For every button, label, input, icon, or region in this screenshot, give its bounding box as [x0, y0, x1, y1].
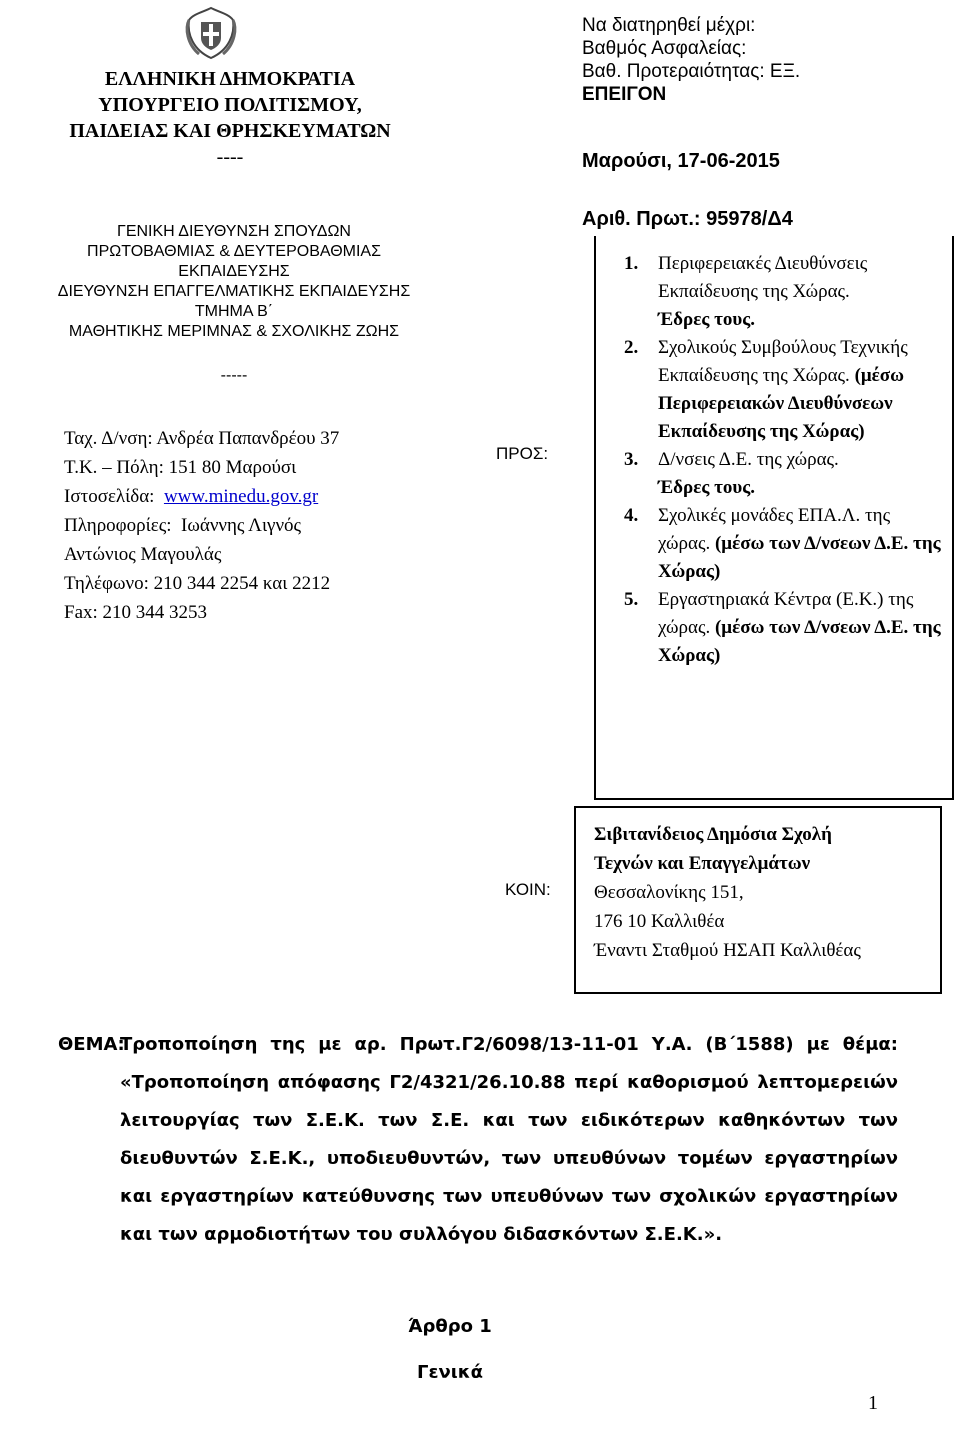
recipient-text: Σχολικούς Συμβούλους Τεχνικής Εκπαίδευσης της Χώρας.: [658, 337, 908, 386]
recipient-item: [596, 446, 952, 502]
recipient-number: 3.: [624, 449, 639, 470]
recipient-note: Έδρες τους.: [658, 309, 755, 330]
cc-box: [574, 806, 942, 994]
recipient-number: 4.: [624, 505, 639, 526]
cc-address: Θεσσαλονίκης 151,: [594, 882, 744, 903]
postal-line: Τ.Κ. – Πόλη: 151 80 Μαρούσι: [64, 457, 297, 478]
cc-label: ΚΟΙΝ:: [505, 880, 551, 899]
address-line: Ταχ. Δ/νση: Ανδρέα Παπανδρέου 37: [64, 428, 340, 449]
recipient-text: Περιφερειακές Διευθύνσεις Εκπαίδευσης της Χώρας.: [658, 253, 868, 302]
protocol-number: Αριθ. Πρωτ.: 95978/Δ4: [582, 208, 793, 230]
recipient-item: [596, 250, 952, 334]
document-date: Μαρούσι, 17-06-2015: [582, 150, 780, 172]
contact-block: [64, 424, 444, 627]
subject-text: Τροποποίηση της με αρ. Πρωτ.Γ2/6098/13-11-01 Υ.Α. (Β΄1588) με θέμα: «Τροποποίηση απόφασης Γ2/4321/26.10.88 περί καθορισμού λεπτομερειών λειτουργίας των Σ.Ε.Κ. των Σ.Ε. και των ειδικότερων καθηκόντων των διευθυντών Σ.Ε.Κ., υποδιευθυντών, των υπευθύνων τομέων εργαστηρίων και εργαστηρίων κατεύθυνσης των υπευθύνων των σχολικών εργαστηρίων και των αρμοδιοτήτων του συλλόγου διδασκόντων Σ.Ε.Κ.».: [120, 1034, 898, 1245]
recipient-item: [596, 502, 952, 586]
division-line: ΤΜΗΜΑ Β΄: [194, 303, 274, 320]
info-person-line: Αντώνιος Μαγουλάς: [64, 544, 222, 565]
info-person: Ιωάννης Λιγνός: [181, 515, 302, 536]
recipient-item: [596, 334, 952, 446]
division-line: ΓΕΝΙΚΗ ΔΙΕΥΘΥΝΣΗ ΣΠΟΥΔΩΝ: [117, 223, 351, 240]
cc-name: Σιβιτανίδειος Δημόσια Σχολή: [594, 824, 832, 845]
info-line: [64, 511, 444, 540]
website-line: [64, 482, 444, 511]
info-label: Πληροφορίες:: [64, 515, 172, 536]
priority-urgent: ΕΠΕΙΓΟΝ: [582, 84, 667, 105]
ministry-separator: ----: [216, 146, 244, 168]
greek-coat-of-arms-icon: [183, 4, 239, 62]
recipient-number: 2.: [624, 337, 639, 358]
recipients-label: ΠΡΟΣ:: [496, 444, 549, 463]
website-link[interactable]: www.minedu.gov.gr: [163, 486, 319, 507]
article-subtitle: Γενικά: [417, 1362, 483, 1383]
recipients-list: [596, 236, 952, 670]
article-title: Άρθρο 1: [408, 1316, 492, 1337]
cc-address: 176 10 Καλλιθέα: [594, 911, 725, 932]
subject-label: ΘΕΜΑ:: [58, 1034, 125, 1055]
document-meta: [582, 14, 952, 106]
recipient-text: Σχολικές μονάδες ΕΠΑ.Λ. της χώρας.: [658, 505, 891, 554]
security-level: Βαθμός Ασφαλείας:: [582, 38, 747, 59]
ministry-line: ΥΠΟΥΡΓΕΙΟ ΠΟΛΙΤΙΣΜΟΥ,: [98, 94, 362, 116]
recipient-note: (μέσω των Δ/νσεων Δ.Ε. της Χώρας): [658, 617, 941, 666]
cc-address: Έναντι Σταθμού ΗΣΑΠ Καλλιθέας: [594, 940, 861, 961]
phone-line: Τηλέφωνο: 210 344 2254 και 2212: [64, 573, 331, 594]
division-separator: -----: [220, 367, 248, 384]
recipient-text: Εργαστηριακά Κέντρα (Ε.Κ.) της χώρας.: [658, 589, 914, 638]
priority-level: Βαθ. Προτεραιότητας: ΕΞ.: [582, 61, 801, 82]
subject-block: [58, 1026, 898, 1254]
recipient-note: Έδρες τους.: [658, 477, 755, 498]
ministry-line: ΕΛΛΗΝΙΚΗ ΔΗΜΟΚΡΑΤΙΑ: [104, 68, 356, 90]
division-line: ΠΡΩΤΟΒΑΘΜΙΑΣ & ΔΕΥΤΕΡΟΒΑΘΜΙΑΣ: [87, 243, 381, 260]
division-line: ΕΚΠΑΙΔΕΥΣΗΣ: [178, 263, 290, 280]
recipient-text: Δ/νσεις Δ.Ε. της χώρας.: [658, 449, 839, 470]
page-number: 1: [868, 1392, 878, 1414]
ministry-line: ΠΑΙΔΕΙΑΣ ΚΑΙ ΘΡΗΣΚΕΥΜΑΤΩΝ: [69, 120, 391, 142]
website-label: Ιστοσελίδα:: [64, 486, 155, 507]
division-line: ΜΑΘΗΤΙΚΗΣ ΜΕΡΙΜΝΑΣ & ΣΧΟΛΙΚΗΣ ΖΩΗΣ: [68, 323, 400, 340]
recipient-note: (μέσω των Δ/νσεων Δ.Ε. της Χώρας): [658, 533, 941, 582]
division-line: ΔΙΕΥΘΥΝΣΗ ΕΠΑΓΓΕΛΜΑΤΙΚΗΣ ΕΚΠΑΙΔΕΥΣΗΣ: [57, 283, 411, 300]
recipients-box: [594, 236, 954, 800]
recipient-number: 5.: [624, 589, 639, 610]
recipient-item: [596, 586, 952, 670]
cc-name: Τεχνών και Επαγγελμάτων: [594, 853, 811, 874]
ministry-header: [40, 66, 420, 170]
retain-until: Να διατηρηθεί μέχρι:: [582, 15, 756, 36]
recipient-note: (μέσω Περιφερειακών Διευθύνσεων Εκπαίδευσης της Χώρας): [658, 365, 905, 442]
division-block: [24, 222, 444, 386]
recipient-number: 1.: [624, 253, 639, 274]
fax-line: Fax: 210 344 3253: [64, 602, 208, 623]
